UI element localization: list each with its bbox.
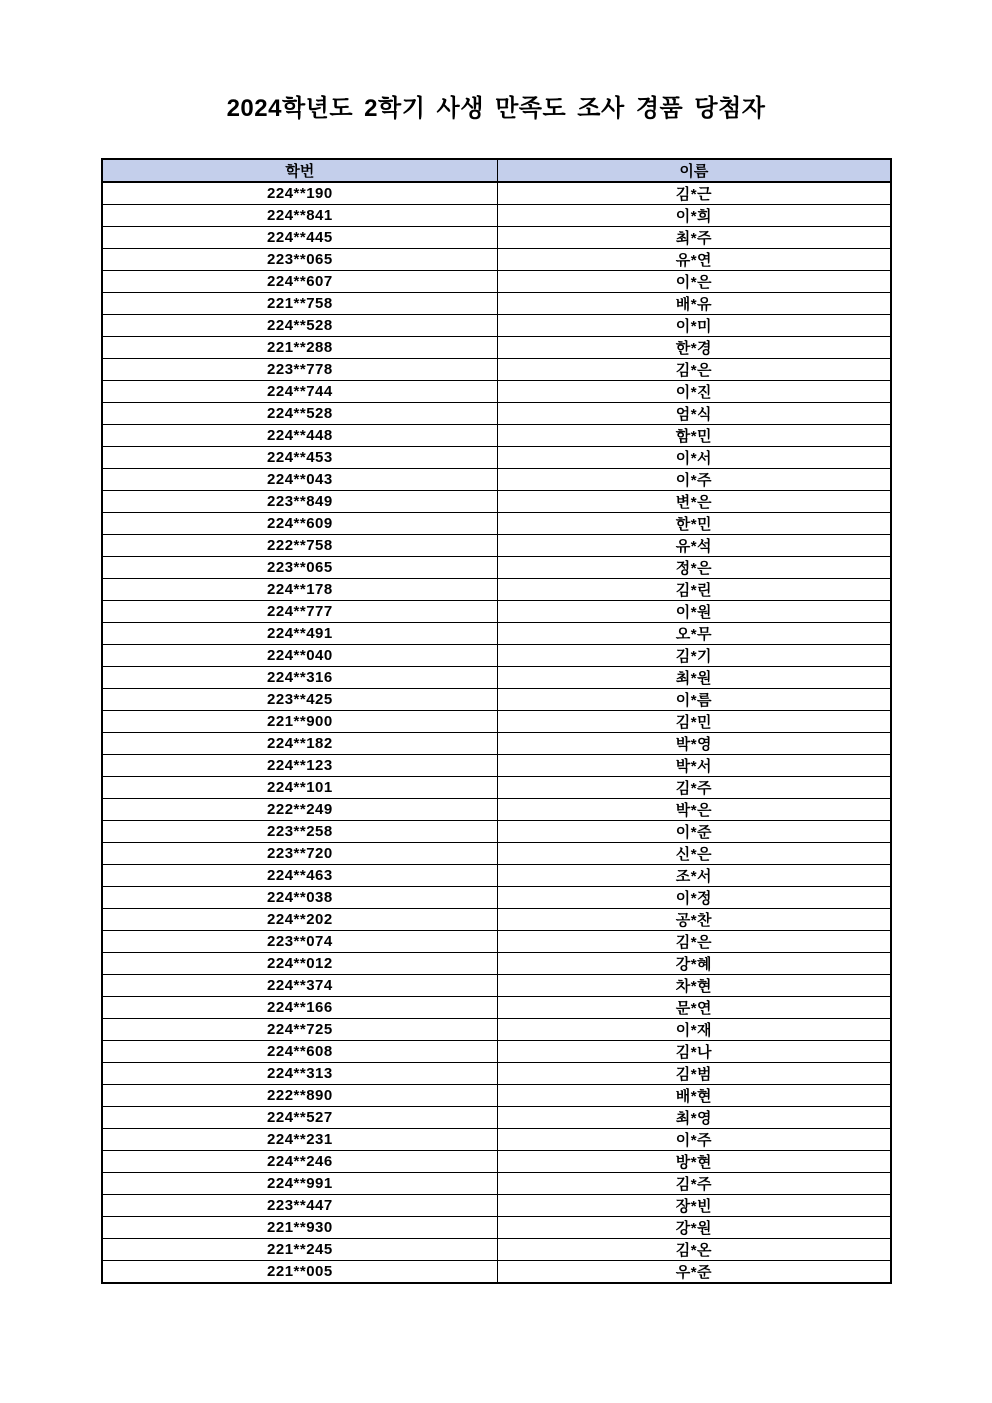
name-cell: 장*빈 (497, 1195, 891, 1217)
table-row (102, 843, 891, 865)
student-id-cell: 224**608 (102, 1041, 497, 1063)
name-cell: 문*연 (497, 997, 891, 1019)
student-id-cell: 224**178 (102, 579, 497, 601)
student-id-cell: 223**065 (102, 249, 497, 271)
name-cell: 강*원 (497, 1217, 891, 1239)
table-row (102, 1195, 891, 1217)
student-id-cell: 224**190 (102, 182, 497, 205)
student-id-cell: 223**425 (102, 689, 497, 711)
name-cell: 이*미 (497, 315, 891, 337)
name-cell: 이*준 (497, 821, 891, 843)
student-id-cell: 224**841 (102, 205, 497, 227)
table-row (102, 931, 891, 953)
student-id-cell: 224**101 (102, 777, 497, 799)
name-cell: 김*은 (497, 359, 891, 381)
name-cell: 한*민 (497, 513, 891, 535)
student-id-cell: 224**202 (102, 909, 497, 931)
student-id-cell: 224**527 (102, 1107, 497, 1129)
name-cell: 강*혜 (497, 953, 891, 975)
name-cell: 이*희 (497, 205, 891, 227)
name-cell: 김*근 (497, 182, 891, 205)
student-id-cell: 224**012 (102, 953, 497, 975)
table-row (102, 1217, 891, 1239)
table-row (102, 447, 891, 469)
table-row (102, 491, 891, 513)
table-row (102, 1085, 891, 1107)
name-cell: 김*민 (497, 711, 891, 733)
table-row (102, 975, 891, 997)
student-id-cell: 224**040 (102, 645, 497, 667)
table-row (102, 1041, 891, 1063)
table-row (102, 799, 891, 821)
table-row (102, 425, 891, 447)
student-id-cell: 222**890 (102, 1085, 497, 1107)
name-cell: 최*주 (497, 227, 891, 249)
table-row (102, 359, 891, 381)
table-row (102, 1019, 891, 1041)
student-id-cell: 224**231 (102, 1129, 497, 1151)
student-id-cell: 224**038 (102, 887, 497, 909)
table-row (102, 777, 891, 799)
table-row (102, 1239, 891, 1261)
name-cell: 오*무 (497, 623, 891, 645)
student-id-cell: 224**528 (102, 403, 497, 425)
table-row (102, 1173, 891, 1195)
name-cell: 변*은 (497, 491, 891, 513)
name-cell: 배*유 (497, 293, 891, 315)
student-id-cell: 222**758 (102, 535, 497, 557)
name-cell: 이*서 (497, 447, 891, 469)
student-id-cell: 224**246 (102, 1151, 497, 1173)
name-cell: 박*서 (497, 755, 891, 777)
name-cell: 최*원 (497, 667, 891, 689)
table-row (102, 623, 891, 645)
name-cell: 박*영 (497, 733, 891, 755)
table-row (102, 227, 891, 249)
table-row (102, 557, 891, 579)
name-cell: 정*은 (497, 557, 891, 579)
table-row (102, 535, 891, 557)
name-cell: 박*은 (497, 799, 891, 821)
table-row (102, 689, 891, 711)
name-cell: 유*연 (497, 249, 891, 271)
name-cell: 차*현 (497, 975, 891, 997)
student-id-cell: 224**182 (102, 733, 497, 755)
table-row (102, 953, 891, 975)
name-cell: 최*영 (497, 1107, 891, 1129)
student-id-cell: 224**123 (102, 755, 497, 777)
table-row (102, 182, 891, 205)
name-cell: 이*은 (497, 271, 891, 293)
page-title: 2024학년도 2학기 사생 만족도 조사 경품 당첨자 (226, 95, 766, 122)
name-cell: 이*재 (497, 1019, 891, 1041)
student-id-cell: 221**005 (102, 1261, 497, 1284)
student-id-cell: 223**065 (102, 557, 497, 579)
table-row (102, 1107, 891, 1129)
table-row (102, 315, 891, 337)
table-row (102, 733, 891, 755)
name-cell: 신*은 (497, 843, 891, 865)
name-cell: 함*민 (497, 425, 891, 447)
student-id-cell: 223**447 (102, 1195, 497, 1217)
name-cell: 유*석 (497, 535, 891, 557)
table-row (102, 205, 891, 227)
name-cell: 김*은 (497, 931, 891, 953)
student-id-cell: 221**900 (102, 711, 497, 733)
table-row (102, 249, 891, 271)
name-cell: 이*정 (497, 887, 891, 909)
student-id-cell: 222**249 (102, 799, 497, 821)
student-id-cell: 224**043 (102, 469, 497, 491)
table-body (102, 182, 891, 1283)
table-row (102, 865, 891, 887)
student-id-cell: 224**374 (102, 975, 497, 997)
name-cell: 이*름 (497, 689, 891, 711)
table-row (102, 579, 891, 601)
table-header-row (102, 159, 891, 182)
student-id-cell: 224**609 (102, 513, 497, 535)
name-cell: 이*원 (497, 601, 891, 623)
table-row (102, 821, 891, 843)
table-row (102, 667, 891, 689)
name-cell: 김*주 (497, 1173, 891, 1195)
student-id-cell: 221**245 (102, 1239, 497, 1261)
student-id-cell: 224**453 (102, 447, 497, 469)
name-cell: 김*린 (497, 579, 891, 601)
table-row (102, 909, 891, 931)
student-id-cell: 224**744 (102, 381, 497, 403)
student-id-cell: 224**607 (102, 271, 497, 293)
table-row (102, 293, 891, 315)
name-cell: 배*현 (497, 1085, 891, 1107)
table-row (102, 403, 891, 425)
name-cell: 김*기 (497, 645, 891, 667)
student-id-cell: 224**991 (102, 1173, 497, 1195)
name-cell: 이*진 (497, 381, 891, 403)
table-row (102, 1261, 891, 1284)
name-cell: 한*경 (497, 337, 891, 359)
table-row (102, 337, 891, 359)
student-id-cell: 223**074 (102, 931, 497, 953)
name-cell: 이*주 (497, 469, 891, 491)
column-header-student-id: 학번 (102, 159, 497, 182)
table-row (102, 513, 891, 535)
student-id-cell: 223**849 (102, 491, 497, 513)
student-id-cell: 224**313 (102, 1063, 497, 1085)
table-row (102, 755, 891, 777)
student-id-cell: 224**166 (102, 997, 497, 1019)
name-cell: 김*온 (497, 1239, 891, 1261)
student-id-cell: 221**288 (102, 337, 497, 359)
student-id-cell: 224**448 (102, 425, 497, 447)
table-row (102, 711, 891, 733)
name-cell: 우*준 (497, 1261, 891, 1284)
student-id-cell: 223**258 (102, 821, 497, 843)
student-id-cell: 224**725 (102, 1019, 497, 1041)
student-id-cell: 223**778 (102, 359, 497, 381)
student-id-cell: 223**720 (102, 843, 497, 865)
student-id-cell: 224**316 (102, 667, 497, 689)
table-row (102, 645, 891, 667)
student-id-cell: 224**528 (102, 315, 497, 337)
table-row (102, 1151, 891, 1173)
name-cell: 김*주 (497, 777, 891, 799)
name-cell: 공*찬 (497, 909, 891, 931)
name-cell: 김*범 (497, 1063, 891, 1085)
student-id-cell: 221**930 (102, 1217, 497, 1239)
student-id-cell: 224**463 (102, 865, 497, 887)
name-cell: 엄*식 (497, 403, 891, 425)
name-cell: 조*서 (497, 865, 891, 887)
student-id-cell: 221**758 (102, 293, 497, 315)
table-row (102, 887, 891, 909)
table-row (102, 1063, 891, 1085)
student-id-cell: 224**445 (102, 227, 497, 249)
table-row (102, 997, 891, 1019)
table-row (102, 601, 891, 623)
table-row (102, 381, 891, 403)
column-header-name: 이름 (497, 159, 891, 182)
name-cell: 방*현 (497, 1151, 891, 1173)
name-cell: 김*나 (497, 1041, 891, 1063)
student-id-cell: 224**777 (102, 601, 497, 623)
student-id-cell: 224**491 (102, 623, 497, 645)
table-row (102, 271, 891, 293)
name-cell: 이*주 (497, 1129, 891, 1151)
table-row (102, 1129, 891, 1151)
winners-table (101, 158, 892, 1284)
table-row (102, 469, 891, 491)
